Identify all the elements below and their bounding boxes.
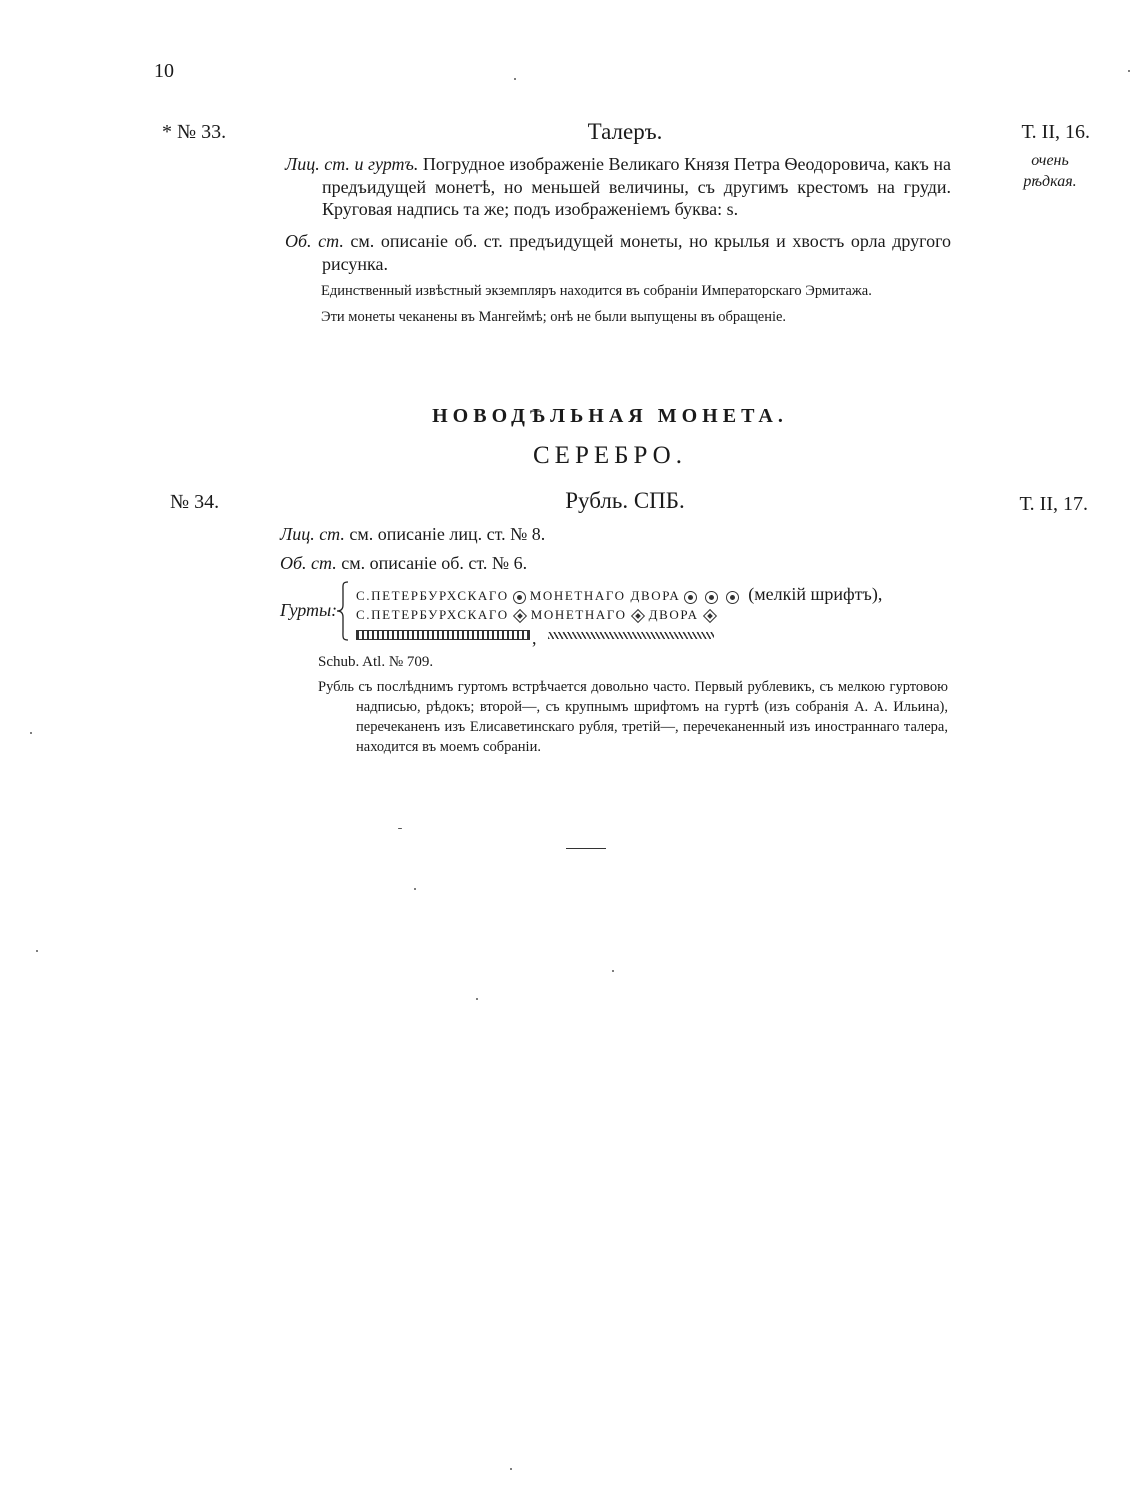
- entry-34-obverse: [280, 524, 545, 545]
- entry-33-note-2: Эти монеты чеканены въ Мангеймѣ; онѣ не были выпущены въ обращеніе.: [321, 309, 787, 325]
- reverse-label: Об. ст.: [285, 231, 344, 251]
- rosette-ornament-icon: [513, 591, 526, 604]
- rarity-line-1: очень: [1031, 152, 1069, 169]
- scan-speck: [398, 828, 402, 829]
- edge-ornament-pattern-icon: [356, 630, 530, 640]
- scan-speck: [414, 888, 416, 890]
- scan-speck: [36, 950, 38, 952]
- entry-34-reference: Schub. Atl. № 709.: [318, 654, 434, 670]
- diamond-ornament-icon: [513, 609, 527, 623]
- scan-speck: [476, 998, 478, 1000]
- entry-33-plate-ref: Т. II, 16.: [1021, 121, 1090, 143]
- edge-inscription-1: [356, 584, 882, 605]
- edge-1-note: (мелкій шрифтъ),: [748, 584, 883, 604]
- diamond-ornament-icon: [631, 609, 645, 623]
- reverse-text: см. описаніе об. ст. предъидущей монеты, но крылья и хвостъ орла другого рисунка.: [322, 231, 952, 274]
- entry-33-number: * № 33.: [162, 121, 227, 143]
- edge-2-part-c: ДВОРА: [648, 607, 699, 622]
- edge-separator: ,: [532, 628, 537, 648]
- scan-speck: [1128, 70, 1130, 72]
- rosette-ornament-icon: [705, 591, 718, 604]
- entry-33-note-1: Единственный извѣстный экземпляръ находится въ собраніи Императорскаго Эрмитажа.: [321, 283, 872, 299]
- entry-33-reverse: [285, 230, 951, 275]
- entry-34-title: Рубль. СПБ.: [565, 488, 685, 513]
- obverse-label: Лиц. ст.: [280, 524, 345, 544]
- edge-2-part-a: С.ПЕТЕРБУРХСКАГО: [356, 607, 509, 622]
- edge-inscription-2: [356, 607, 721, 623]
- entry-34-reverse: [280, 553, 527, 574]
- edges-brace: [336, 581, 350, 641]
- edge-1-part-a: С.ПЕТЕРБУРХСКАГО: [356, 588, 509, 603]
- scan-speck: [30, 732, 32, 734]
- entry-33-obverse: [285, 153, 951, 221]
- reverse-text: см. описаніе об. ст. № 6.: [341, 553, 528, 573]
- rosette-ornament-icon: [726, 591, 739, 604]
- entry-34-note: Рубль съ послѣднимъ гуртомъ встрѣчается довольно часто. Первый рублевикъ, съ мелкою гуртовою надписью, рѣдокъ; второй—, съ крупнымъ шрифтомъ на гуртѣ (изъ собранія А. А. Ильина), перечеканенъ изъ Елисаветинскаго рубля, третій—, перечеканенный изъ иностраннаго талера, находится въ моемъ собраніи.: [318, 679, 948, 755]
- edge-1-part-b: МОНЕТНАГО ДВОРА: [529, 588, 681, 603]
- section-title: НОВОДѢЛЬНАЯ МОНЕТА.: [432, 405, 788, 427]
- rarity-line-2: рѣдкая.: [1023, 173, 1077, 190]
- entry-34-plate-ref: Т. II, 17.: [1019, 493, 1088, 515]
- diamond-ornament-icon: [702, 609, 716, 623]
- obverse-text: Погрудное изображеніе Великаго Князя Петра Ѳеодоровича, какъ на предъидущей монетѣ, но меньшей величины, съ другимъ крестомъ на груди. Круговая надпись та же; подъ изображеніемъ буква: s.: [322, 154, 951, 219]
- entry-33-title: Талеръ.: [587, 119, 663, 144]
- entry-34-number: № 34.: [170, 491, 220, 513]
- rosette-ornament-icon: [684, 591, 697, 604]
- edge-hatched-pattern-icon: [548, 632, 714, 639]
- obverse-label: Лиц. ст. и гуртъ.: [285, 154, 419, 174]
- page-number: 10: [154, 60, 174, 82]
- obverse-text: см. описаніе лиц. ст. № 8.: [349, 524, 546, 544]
- scan-speck: [510, 1468, 512, 1470]
- edge-2-part-b: МОНЕТНАГО: [530, 607, 627, 622]
- end-rule: [566, 848, 606, 849]
- entry-33-rarity: [1000, 150, 1100, 192]
- section-subtitle: СЕРЕБРО.: [533, 442, 687, 469]
- scan-speck: [612, 970, 614, 972]
- scan-speck: [514, 78, 516, 80]
- reverse-label: Об. ст.: [280, 553, 337, 573]
- edges-label: Гурты:: [280, 600, 338, 620]
